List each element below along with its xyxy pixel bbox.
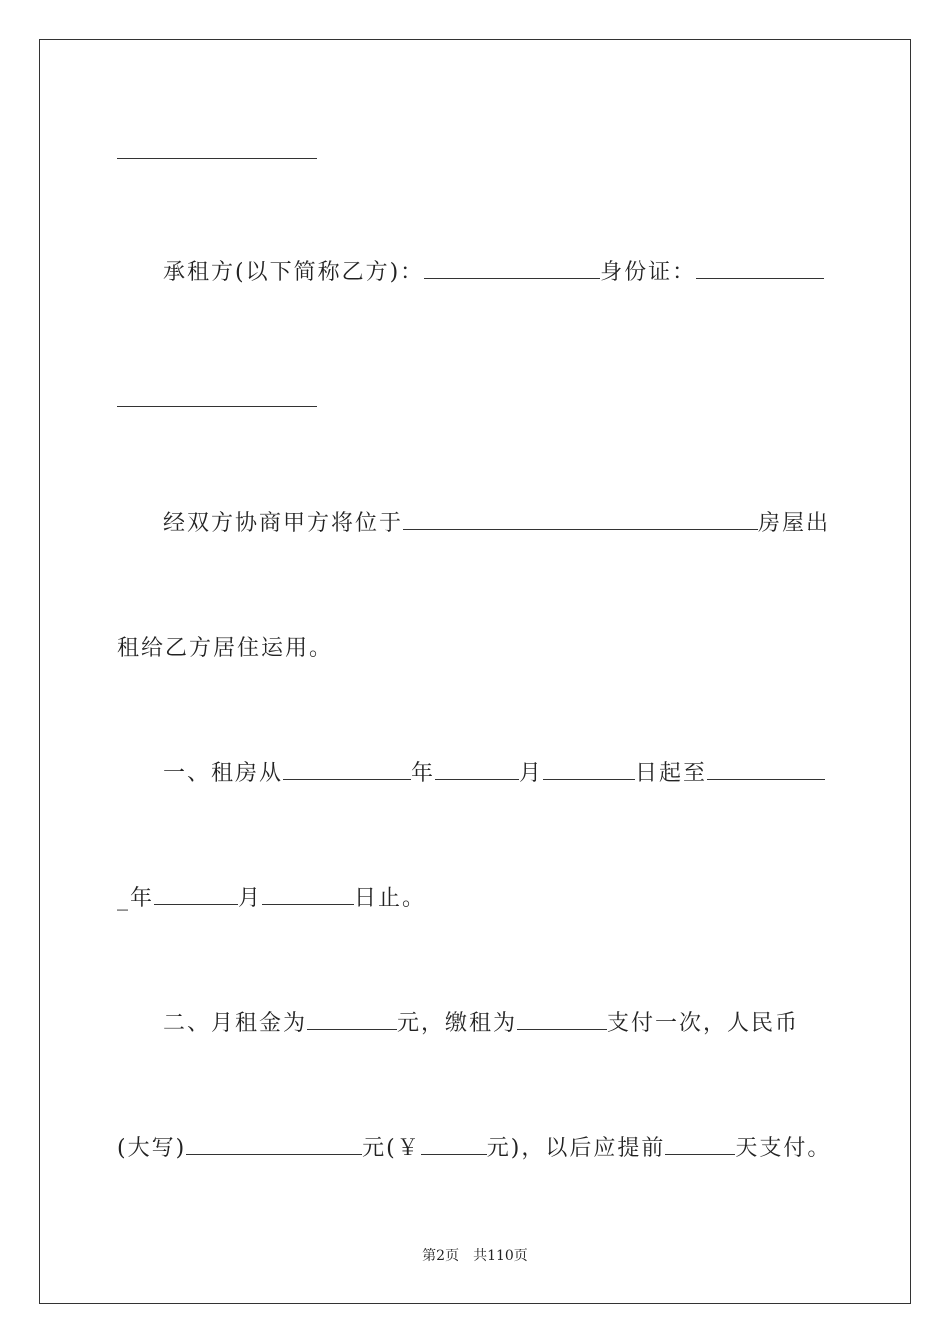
year-label: 年 (411, 761, 436, 786)
rent-amount-blank (307, 1009, 397, 1030)
lessee-blank (424, 258, 600, 279)
month-label: 月 (238, 886, 263, 911)
term-end-line (117, 884, 426, 914)
end-day-blank (262, 884, 354, 905)
lessee-label: 承租方(以下简称乙方)： (163, 260, 425, 285)
term-line (163, 759, 825, 789)
term-end-prefix: _ (117, 886, 130, 911)
clause-intro: 经双方协商甲方将位于 (163, 511, 404, 536)
end-month-blank (154, 884, 238, 905)
id-label: 身份证： (600, 260, 697, 285)
page-footer: 第2页 共110页 (422, 1248, 528, 1264)
start-month-blank (435, 759, 519, 780)
pay-once-label: 支付一次，人民币 (607, 1011, 800, 1036)
id-blank (696, 258, 824, 279)
end-year-blank (707, 759, 825, 780)
purpose-text: 租给乙方居住运用。 (117, 636, 334, 661)
clause-intro-end: 房屋出 (758, 511, 831, 536)
capital-amount-blank (186, 1134, 362, 1155)
advance-label: 元)，以后应提前 (486, 1136, 666, 1161)
days-pay-label: 天支付。 (735, 1136, 832, 1161)
month-label: 月 (519, 761, 544, 786)
rent-label: 二、月租金为 (163, 1011, 308, 1036)
pay-period-blank (517, 1009, 607, 1030)
location-blank (403, 509, 758, 530)
start-year-blank (283, 759, 411, 780)
location-line (163, 509, 830, 539)
rent-yuan-label: 元，缴租为 (397, 1011, 518, 1036)
purpose-line (117, 634, 333, 664)
days-blank (665, 1134, 735, 1155)
start-day-blank (543, 759, 635, 780)
number-amount-blank (421, 1134, 487, 1155)
page-frame (39, 39, 911, 1304)
rent-words-line (117, 1134, 831, 1164)
blank-rule (117, 158, 317, 159)
capital-label: (大写) (117, 1136, 187, 1161)
term-label: 一、租房从 (163, 761, 284, 786)
day-from-label: 日起至 (635, 761, 708, 786)
lessee-line (163, 258, 824, 288)
rent-line (163, 1009, 799, 1039)
yuan-symbol-label: 元(￥ (362, 1136, 421, 1161)
day-end-label: 日止。 (354, 886, 427, 911)
year-label: 年 (130, 886, 155, 911)
blank-rule (117, 406, 317, 407)
